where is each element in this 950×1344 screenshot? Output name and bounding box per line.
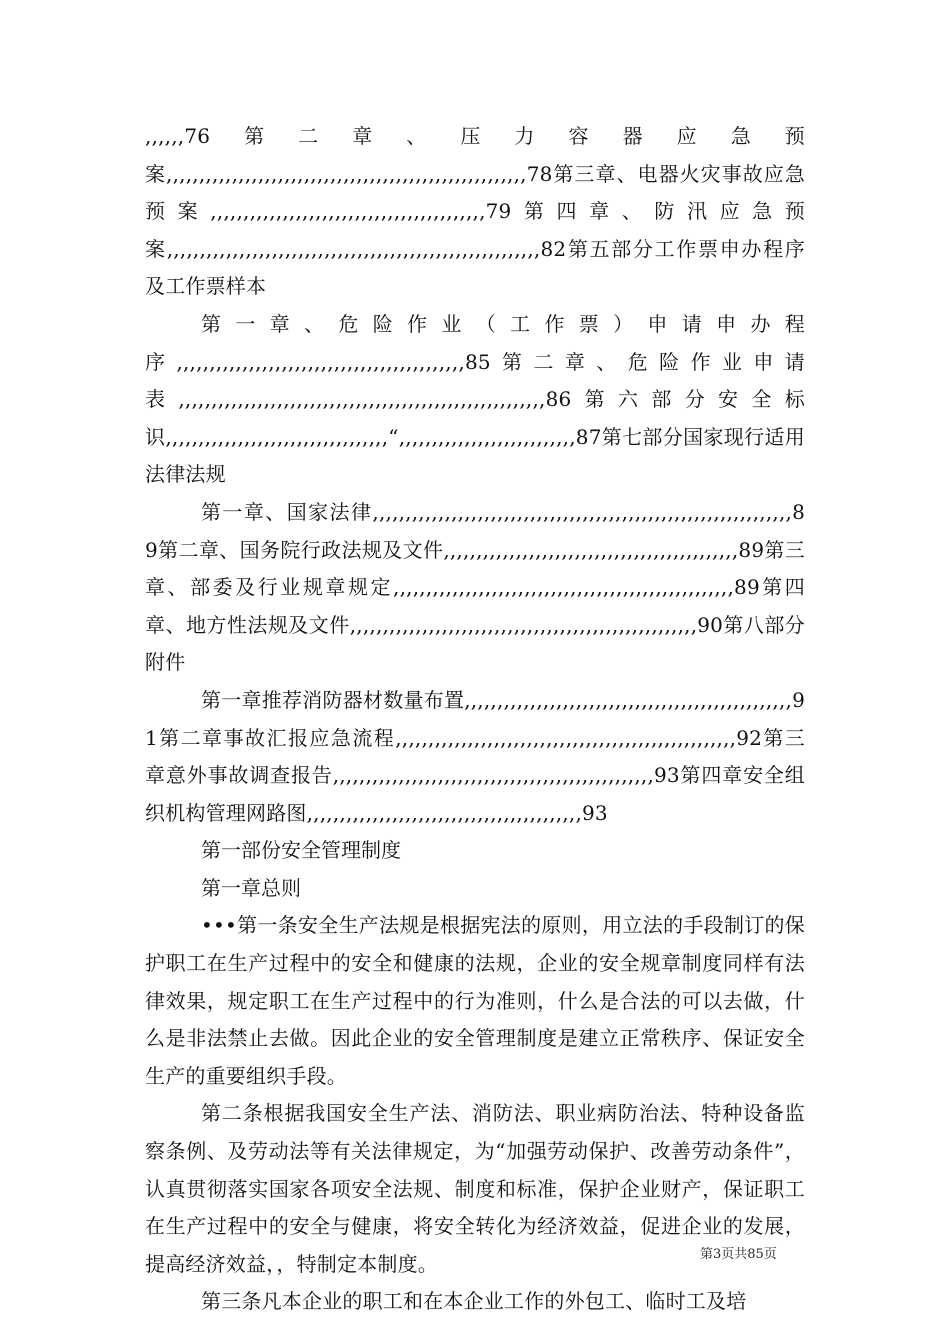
page-number-footer: 第3页共85页	[700, 1247, 777, 1262]
chapter-heading: 第一章总则	[201, 875, 301, 900]
article-1: •••第一条安全生产法规是根据宪法的原则，用立法的手段制订的保护职工在生产过程中的安全和健康的法规，企业的安全规章制度同样有法律效果，规定职工在生产过程中的行为准则，什么是合法的可以去做，什么是非法禁止去做。因此企业的安全管理制度是建立正常秩序、保证安全生产的重要组织手段。	[145, 913, 805, 1088]
article-2: 第二条根据我国安全生产法、消防法、职业病防治法、特种设备监察条例、及劳动法等有关法律规定，为“加强劳动保护、改善劳动条件”，认真贯彻落实国家各项安全法规、制度和标准，保护企业财产，保证职工在生产过程中的安全与健康，将安全转化为经济效益，促进企业的发展，提高经济效益，，特制定本制度。	[145, 1101, 805, 1276]
page-content	[145, 118, 805, 1321]
toc-block-4: 第一章推荐消防器材数量布置,,,,,,,,,,,,,,,,,,,,,,,,,,,,,,,,,,,,,,,,,,,,,,,,,,91第二章事故汇报应急流程,,,,,,,,,,,,,,,,,,,,,,,,,,,,,,,,,,,,,,,,,,,,,,,,,,,,92第三章意外事故调查报告,,,,,,,,,,,,,,,,,,,,,,,,,,,,,,,,,,,,,,,,,,,,,,,,,93第四章安全组织机构管理网路图,,,,,,,,,,,,,,,,,,,,,,,,,,,,,,,,,,,,,,,,,,93	[145, 687, 805, 825]
toc-block-1: ,,,,,,76第二章、压力容器应急预案,,,,,,,,,,,,,,,,,,,,,,,,,,,,,,,,,,,,,,,,,,,,,,,,,,,,,,,78第三章、电器火灾事故应急预案,,,,,,,,,,,,,,,,,,,,,,,,,,,,,,,,,,,,,,,,,,79第四章、防汛应急预案,,,,,,,,,,,,,,,,,,,,,,,,,,,,,,,,,,,,,,,,,,,,,,,,,,,,,,,,,82第五部分工作票申办程序及工作票样本	[145, 124, 805, 299]
toc-block-2: 第一章、危险作业（工作票）申请申办程序,,,,,,,,,,,,,,,,,,,,,,,,,,,,,,,,,,,,,,,,,,,,85第二章、危险作业申请表,,,,,,,,,,,,,,,,,,,,,,,,,,,,,,,,,,,,,,,,,,,,,,,,,,,,,,,,86第六部分安全标识,,,,,,,,,,,,,,,,,,,,,,,,,,,,,,,,,,“,,,,,,,,,,,,,,,,,,,,,,,,,,,87第七部分国家现行适用法律法规	[145, 311, 805, 487]
toc-block-3: 第一章、国家法律,,,,,,,,,,,,,,,,,,,,,,,,,,,,,,,,,,,,,,,,,,,,,,,,,,,,,,,,,,,,,,,,89第二章、国务院行政法规及文件,,,,,,,,,,,,,,,,,,,,,,,,,,,,,,,,,,,,,,,,,,,,,89第三章、部委及行业规章规定,,,,,,,,,,,,,,,,,,,,,,,,,,,,,,,,,,,,,,,,,,,,,,,,,,,,89第四章、地方性法规及文件,,,,,,,,,,,,,,,,,,,,,,,,,,,,,,,,,,,,,,,,,,,,,,,,,,,,,90第八部分附件	[145, 499, 805, 675]
article-3: 第三条凡本企业的职工和在本企业工作的外包工、临时工及培	[201, 1289, 747, 1314]
part-heading: 第一部份安全管理制度	[201, 838, 401, 863]
